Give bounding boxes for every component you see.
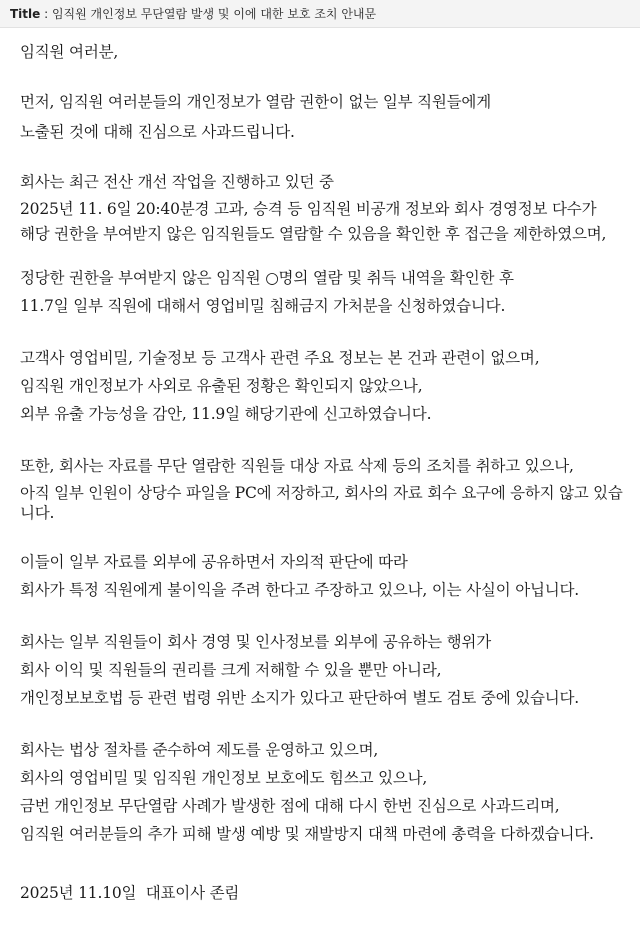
paragraph-scope-line: 고객사 영업비밀, 기술정보 등 고객사 관련 주요 정보는 본 건과 관련이 없으며, [20,349,540,367]
paragraph-scope-line: 임직원 개인정보가 사외로 유출된 정황은 확인되지 않았으나, [20,377,423,395]
document-title: 임직원 개인정보 무단열람 발생 및 이에 대한 보호 조치 안내문 [51,7,377,21]
paragraph-incident-line: 2025년 11. 6일 20:40분경 고과, 승격 등 임직원 비공개 정보와 회사 경영정보 다수가 [20,200,597,218]
paragraph-incident-line: 회사는 최근 전산 개선 작업을 진행하고 있던 중 [20,173,334,191]
title-label: Title [10,7,41,21]
paragraph-apology-line: 먼저, 임직원 여러분들의 개인정보가 열람 권한이 없는 일부 직원들에게 [20,93,491,111]
paragraph-incident-line: 해당 권한을 부여받지 않은 임직원들도 열람할 수 있음을 확인한 후 접근을 제한하였으며, [20,225,607,243]
paragraph-incident-line: 정당한 권한을 부여받지 않은 임직원 ○명의 열람 및 취득 내역을 확인한 후 [20,269,514,287]
paragraph-review-line: 개인정보보호법 등 관련 법령 위반 소지가 있다고 판단하여 별도 검토 중에 있습니다. [20,689,580,707]
paragraph-apology-line: 노출된 것에 대해 진심으로 사과드립니다. [20,123,295,141]
paragraph-scope-line: 외부 유출 가능성을 감안, 11.9일 해당기관에 신고하였습니다. [20,405,432,423]
paragraph-review-line: 회사는 일부 직원들이 회사 경영 및 인사정보를 외부에 공유하는 행위가 [20,633,491,651]
paragraph-commitment-line: 회사는 법상 절차를 준수하여 제도를 운영하고 있으며, [20,741,379,759]
salutation: 임직원 여러분, [20,43,119,61]
paragraph-commitment-line: 회사의 영업비밀 및 임직원 개인정보 보호에도 힘쓰고 있으나, [20,769,428,787]
paragraph-measures-line: 아직 일부 인원이 상당수 파일을 PC에 저장하고, 회사의 자료 회수 요구에 응하지 않고 있습니다. [20,484,623,522]
paragraph-commitment-line: 임직원 여러분들의 추가 피해 발생 예방 및 재발방지 대책 마련에 총력을 다하겠습니다. [20,825,594,843]
paragraph-claims-line: 이들이 일부 자료를 외부에 공유하면서 자의적 판단에 따라 [20,553,408,571]
paragraph-incident-line: 11.7일 일부 직원에 대해서 영업비밀 침해금지 가처분을 신청하였습니다. [20,297,506,315]
paragraph-review-line: 회사 이익 및 직원들의 권리를 크게 저해할 수 있을 뿐만 아니라, [20,661,442,679]
paragraph-claims-line: 회사가 특정 직원에게 불이익을 주려 한다고 주장하고 있으나, 이는 사실이 아닙니다. [20,581,580,599]
title-bar [0,0,640,28]
title-separator: : [40,7,52,21]
paragraph-commitment-line: 금번 개인정보 무단열람 사례가 발생한 점에 대해 다시 한번 진심으로 사과드리며, [20,797,560,815]
paragraph-measures-line: 또한, 회사는 자료를 무단 열람한 직원들 대상 자료 삭제 등의 조치를 취하고 있으나, [20,457,574,475]
signature: 2025년 11.10일 대표이사 존림 [20,884,240,902]
